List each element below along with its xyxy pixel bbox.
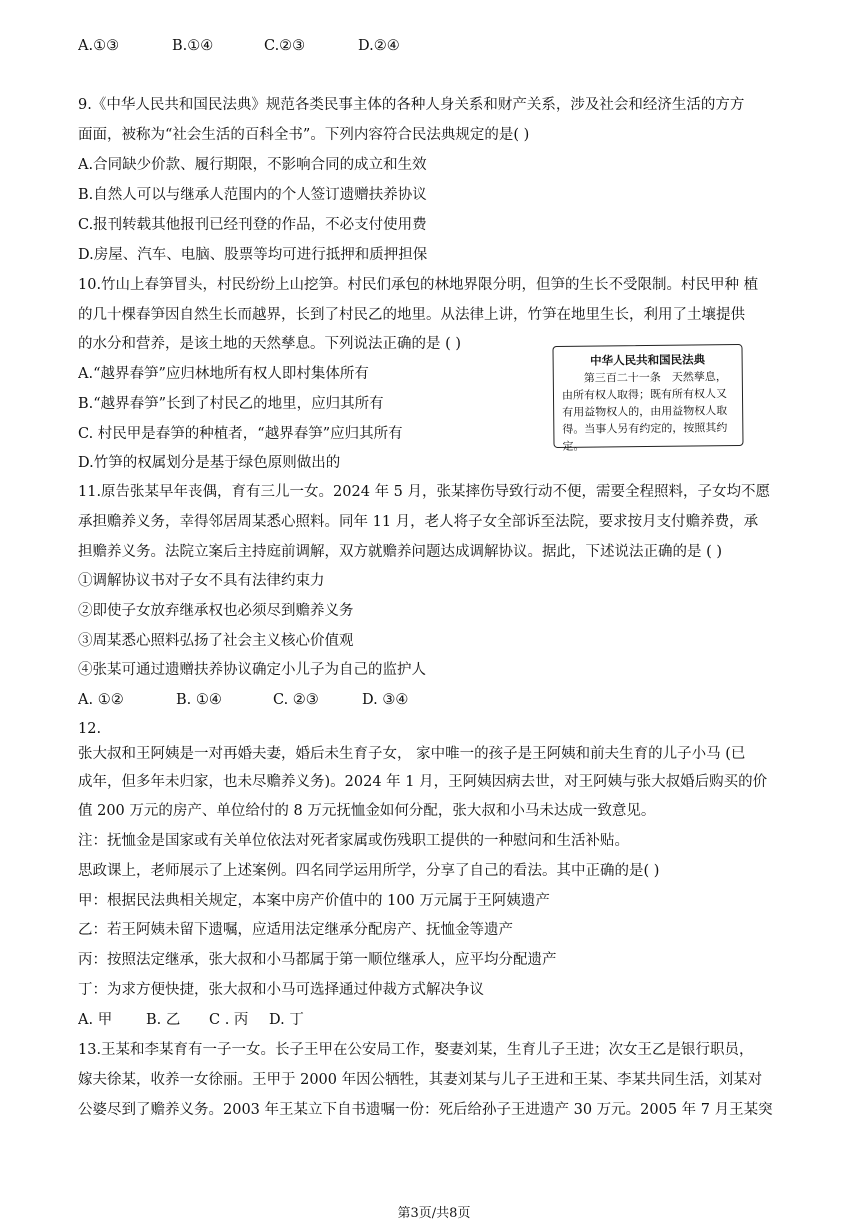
option-a: A. 甲 <box>78 1012 113 1028</box>
q13-stem-line-3: 公婆尽到了赡养义务。2003 年王某立下自书遗嘱一份：死后给孙子王进遗产 30 万元。2005 年 7 月王某突 <box>78 1102 773 1118</box>
q11-stem-line-2: 承担赡养义务，幸得邻居周某悉心照料。同年 11 月，老人将子女全部诉至法院，要求按月支付赡养费，承 <box>78 514 759 530</box>
q10-stem-line-3: 的水分和营养，是该土地的天然孳息。下列说法正确的是 ( ) <box>78 336 462 352</box>
q9-option-c: C.报刊转载其他报刊已经刊登的作品，不必支付使用费 <box>78 217 427 233</box>
q10-option-c: C. 村民甲是春笋的种植者，“越界春笋”应归其所有 <box>78 426 403 442</box>
q10-option-b: B.“越界春笋”长到了村民乙的地里，应归其所有 <box>78 396 384 412</box>
q13-stem-line-2: 嫁夫徐某，收养一女徐丽。王甲于 2000 年因公牺牲，其妻刘某与儿子王进和王某、李某共同生活，刘某对 <box>78 1072 763 1088</box>
option-b: B. ①④ <box>176 692 222 708</box>
q11-item-1: ①调解协议书对子女不具有法律约束力 <box>78 573 325 589</box>
option-b: B. 乙 <box>146 1012 181 1028</box>
option-b: B.①④ <box>172 38 214 54</box>
option-d: D. ③④ <box>362 692 409 708</box>
q11-stem-line-3: 担赡养义务。法院立案后主持庭前调解，双方就赡养问题达成调解协议。据此，下述说法正确的是 ( ) <box>78 544 723 560</box>
civil-code-excerpt-box <box>552 344 743 453</box>
q9-stem-line-1: 9.《中华人民共和国民法典》规范各类民事主体的各种人身关系和财产关系，涉及社会和经济生活的方方 <box>78 97 745 113</box>
q12-item-jia: 甲：根据民法典相关规定，本案中房产价值中的 100 万元属于王阿姨遗产 <box>78 893 550 909</box>
q10-stem-line-2: 的几十棵春笋因自然生长而越界，长到了村民乙的地里。从法律上讲，竹笋在地里生长，利用了土壤提供 <box>78 307 745 323</box>
q9-stem-line-2: 面面，被称为“社会生活的百科全书”。下列内容符合民法典规定的是( ) <box>78 127 530 143</box>
q12-note: 注：抚恤金是国家或有关单位依法对死者家属或伤残职工提供的一种慰问和生活补贴。 <box>78 833 629 849</box>
q12-stem-line-1: 张大叔和王阿姨是一对再婚夫妻，婚后未生育子女， 家中唯一的孩子是王阿姨和前夫生育的儿子小马 (已 <box>78 746 746 762</box>
option-a: A. ①② <box>78 692 124 708</box>
q12-number: 12. <box>78 721 102 737</box>
q10-option-a: A.“越界春笋”应归林地所有权人即村集体所有 <box>78 366 369 382</box>
q8-options <box>78 36 794 56</box>
q11-item-2: ②即使子女放弃继承权也必须尽到赡养义务 <box>78 603 354 619</box>
q11-stem-line-1: 11.原告张某早年丧偶，育有三儿一女。2024 年 5 月，张某摔伤导致行动不便，需要全程照料，子女均不愿 <box>78 484 771 500</box>
q11-options <box>78 690 794 710</box>
q12-item-ding: 丁：为求方便快捷，张大叔和小马可选择通过仲裁方式解决争议 <box>78 982 484 998</box>
q13-stem-line-1: 13.王某和李某育有一子一女。长子王甲在公安局工作，娶妻刘某，生育儿子王进；次女王乙是银行职员， <box>78 1042 754 1058</box>
option-d: D.②④ <box>358 38 400 54</box>
q9-option-a: A.合同缺少价款、履行期限，不影响合同的成立和生效 <box>78 157 427 173</box>
q12-stem-line-2: 成年，但多年未归家，也未尽赡养义务)。2024 年 1 月，王阿姨因病去世，对王阿姨与张大叔婚后购买的价 <box>78 774 768 790</box>
option-d: D. 丁 <box>269 1012 304 1028</box>
q9-option-b: B.自然人可以与继承人范围内的个人签订遗赠扶养协议 <box>78 187 427 203</box>
q12-stem-line-3: 值 200 万元的房产、单位给付的 8 万元抚恤金如何分配，张大叔和小马未达成一致意见。 <box>78 803 656 819</box>
q10-option-d: D.竹笋的权属划分是基于绿色原则做出的 <box>78 455 341 471</box>
option-c: C.②③ <box>264 38 306 54</box>
option-c: C . 丙 <box>209 1012 249 1028</box>
q12-item-bing: 丙：按照法定继承，张大叔和小马都属于第一顺位继承人，应平均分配遗产 <box>78 952 557 968</box>
q12-options <box>78 1010 794 1030</box>
page-number-footer: 第3页/共8页 <box>397 1206 471 1221</box>
q9-option-d: D.房屋、汽车、电脑、股票等均可进行抵押和质押担保 <box>78 247 428 263</box>
law-box-title: 中华人民共和国民法典 <box>590 352 706 368</box>
q12-item-yi: 乙：若王阿姨未留下遗嘱，应适用法定继承分配房产、抚恤金等遗产 <box>78 922 513 938</box>
q11-item-3: ③周某悉心照料弘扬了社会主义核心价值观 <box>78 633 354 649</box>
option-a: A.①③ <box>78 38 120 54</box>
q11-item-4: ④张某可通过遗赠扶养协议确定小儿子为自己的监护人 <box>78 662 426 678</box>
q12-intro: 思政课上，老师展示了上述案例。四名同学运用所学，分享了自己的看法。其中正确的是( ) <box>78 863 660 879</box>
law-box-text: 第三百二十一条 天然孳息，由所有权人取得；既有所有权人又有用益物权人的，由用益物权人取得。当事人另有约定的，按照其约定。 <box>561 370 728 453</box>
q10-stem-line-1: 10.竹山上春笋冒头，村民纷纷上山挖笋。村民们承包的林地界限分明，但笋的生长不受限制。村民甲种 植 <box>78 277 759 293</box>
option-c: C. ②③ <box>273 692 319 708</box>
